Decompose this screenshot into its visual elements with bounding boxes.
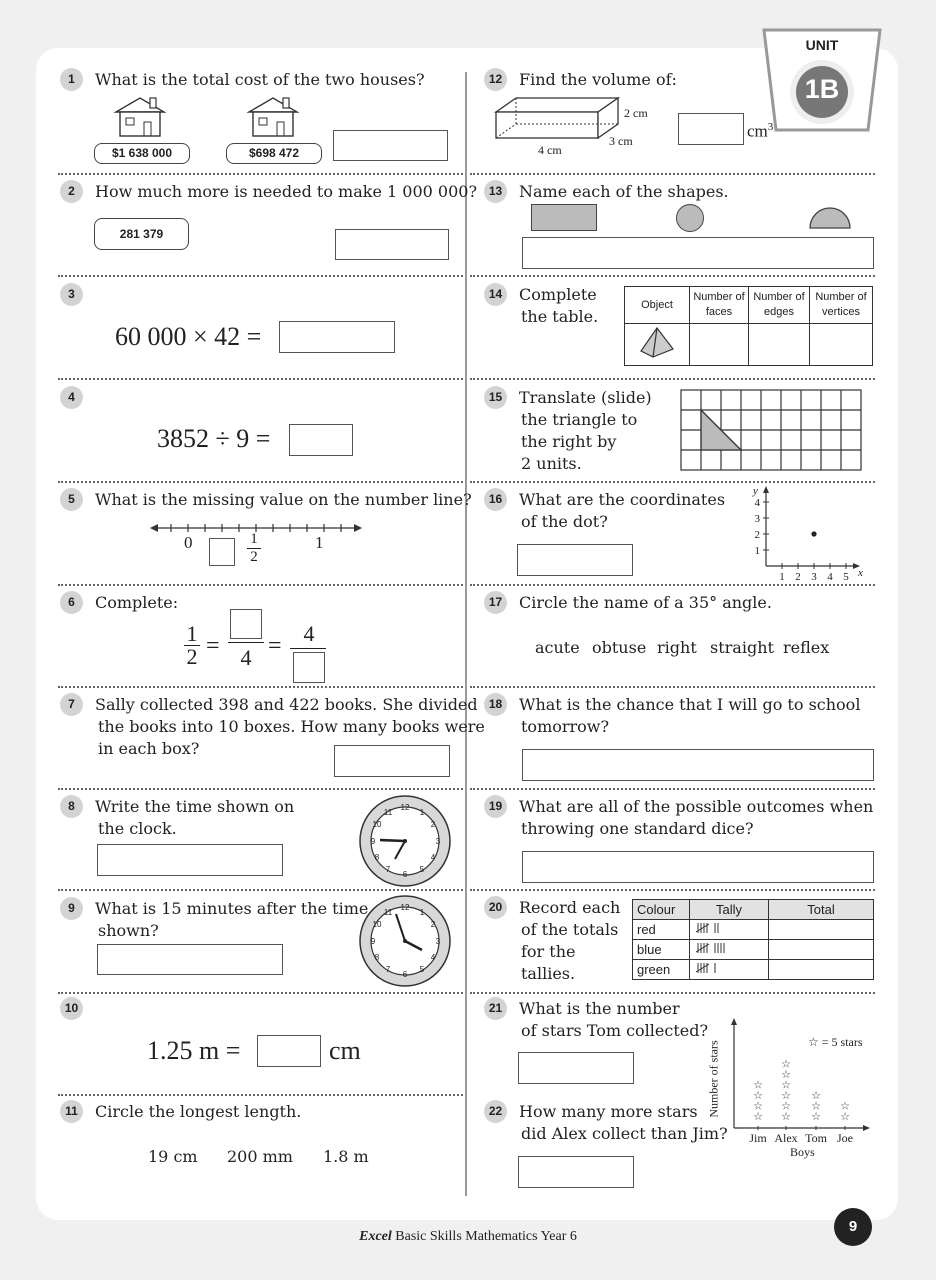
expression: 1.25 m = [147,1036,241,1065]
angle-option[interactable]: acute [535,638,580,657]
translation-grid [680,389,864,471]
fraction-denominator: 2 [247,548,261,566]
question-number: 18 [484,693,507,716]
price-tag: $698 472 [226,143,322,164]
question-number: 7 [60,693,83,716]
answer-cell[interactable] [810,324,873,366]
answer-box[interactable] [230,609,262,639]
fraction-numerator: 4 [303,621,315,646]
question-number: 19 [484,795,507,818]
semicircle-shape [808,206,852,230]
question-number: 8 [60,795,83,818]
question-text: shown? [98,921,159,940]
answer-cell[interactable] [690,324,749,366]
y-tick-label: 4 [754,497,760,509]
answer-cell[interactable] [769,940,874,960]
svg-text:6: 6 [402,970,408,979]
fraction-bar [290,648,326,649]
length-option[interactable]: 19 cm [148,1147,198,1166]
question-number: 21 [484,997,507,1020]
answer-box[interactable] [334,745,450,777]
question-number: 10 [60,997,83,1020]
question-text: for the [521,942,576,961]
tally-cell [690,920,769,940]
unit-text: cm [747,121,768,141]
unit-label: UNIT [805,37,839,53]
expression: 3852 ÷ 9 = [157,424,271,453]
fraction-numerator: 1 [250,531,258,547]
y-tick-label: 3 [754,513,760,525]
circle-shape [676,204,704,232]
separator [470,173,875,175]
chart-key: ☆ = 5 stars [808,1035,863,1049]
question-number: 2 [60,180,83,203]
table-row [633,960,874,980]
tick-label: 0 [184,533,193,552]
question-number: 12 [484,68,507,91]
question-text: Complete: [95,593,179,612]
svg-text:5: 5 [419,965,425,974]
svg-text:7: 7 [385,965,391,974]
fraction [184,623,200,668]
table-header: Object [625,287,690,324]
dimension-label: 3 cm [609,134,633,148]
tally-marks [694,941,754,955]
question-text: tallies. [521,964,576,983]
separator [470,889,875,891]
answer-box[interactable] [333,130,448,161]
question-text: the right by [521,432,617,451]
answer-box[interactable] [522,851,874,883]
question-text: What is 15 minutes after the time [95,899,369,918]
y-tick-label: 1 [754,545,760,557]
question-text: Sally collected 398 and 422 books. She divided [95,695,478,714]
question-text: What is the total cost of the two houses? [95,70,425,89]
equals-sign: = [268,633,282,659]
question-text: Write the time shown on [95,797,295,816]
tally-cell [690,940,769,960]
colour-cell: green [633,960,690,980]
answer-box[interactable] [518,1156,634,1188]
question-number: 15 [484,386,507,409]
tally-table [632,899,874,980]
svg-text:8: 8 [374,853,380,862]
x-tick-label: 1 [779,571,785,582]
x-tick-label: 3 [811,571,817,582]
angle-option[interactable]: right [657,638,697,657]
star-symbol: ☆ [781,1068,791,1081]
answer-box[interactable] [678,113,744,145]
question-text: of the dot? [521,512,608,531]
star-symbol: ☆ [753,1110,763,1123]
category-label: Alex [774,1131,798,1145]
svg-text:8: 8 [374,953,380,962]
column-divider [465,72,467,1196]
separator [58,584,463,586]
separator [58,173,463,175]
tally-marks [694,961,754,975]
angle-option[interactable]: straight [710,638,774,657]
tally-marks [694,921,754,935]
star-symbol: ☆ [811,1110,821,1123]
answer-box[interactable] [209,538,235,566]
angle-option[interactable]: obtuse [592,638,647,657]
fraction-denominator: 2 [184,645,200,668]
table-row [633,920,874,940]
question-text: the triangle to [521,410,638,429]
star-symbol: ☆ [753,1078,763,1092]
question-number: 14 [484,283,507,306]
separator [470,584,875,586]
category-label: Joe [837,1131,853,1145]
answer-box[interactable] [279,321,395,353]
answer-cell[interactable] [769,920,874,940]
table-header: Number of faces [690,287,749,324]
answer-box[interactable] [522,749,874,781]
separator [470,788,875,790]
category-label: Jim [749,1131,767,1145]
y-tick-label: 2 [754,529,760,541]
svg-text:7: 7 [385,865,391,874]
question-text: the clock. [98,819,177,838]
question-number: 11 [60,1100,83,1123]
star-symbol: ☆ [811,1089,821,1102]
dimension-label: 4 cm [538,143,562,157]
unit-code: 1B [804,74,840,104]
star-symbol: ☆ [811,1099,821,1113]
answer-box[interactable] [97,944,283,975]
star-symbol: ☆ [781,1099,791,1113]
colour-cell: blue [633,940,690,960]
separator [58,275,463,277]
question-number: 4 [60,386,83,409]
unit-label: cm [329,1036,361,1065]
table-cell [625,324,690,366]
axis-label-y: Number of stars [706,1040,721,1118]
svg-text:9: 9 [370,937,376,946]
svg-text:4: 4 [430,953,436,962]
question-number: 20 [484,896,507,919]
star-symbol: ☆ [753,1089,763,1102]
star-symbol: ☆ [781,1110,791,1123]
coordinate-grid [748,482,866,582]
fraction-bar [228,642,264,643]
star-symbol: ☆ [781,1089,791,1102]
separator [58,1094,463,1096]
house-icon [112,94,168,138]
rectangle-shape [531,204,597,231]
question-number: 13 [484,180,507,203]
answer-box[interactable] [257,1035,321,1067]
footer-subtitle: Basic Skills Mathematics Year 6 [395,1229,577,1244]
question-text: How many more stars [519,1102,698,1121]
question-number: 6 [60,591,83,614]
table-header: Number of vertices [810,287,873,324]
svg-text:5: 5 [419,865,425,874]
x-tick-label: 4 [827,571,833,582]
fraction-numerator: 1 [186,621,198,646]
question-number: 22 [484,1100,507,1123]
question-text: of stars Tom collected? [521,1021,709,1040]
svg-text:3: 3 [435,937,441,946]
answer-cell[interactable] [749,324,810,366]
rectangular-prism [492,94,622,146]
clock-icon [357,793,453,889]
answer-box[interactable] [517,544,633,576]
svg-text:9: 9 [370,837,376,846]
question-text: How much more is needed to make 1 000 000? [95,182,478,201]
question-number: 5 [60,488,83,511]
table-header: Total [769,900,874,920]
svg-text:12: 12 [400,903,410,912]
answer-box[interactable] [335,229,449,260]
price-tag: $1 638 000 [94,143,190,164]
question-text: What is the chance that I will go to school [519,695,861,714]
length-option[interactable]: 1.8 m [323,1147,369,1166]
separator [470,378,875,380]
clock-icon [357,893,453,989]
question-number: 17 [484,591,507,614]
star-symbol: ☆ [781,1078,791,1092]
question-number: 9 [60,897,83,920]
page-number: 9 [848,1218,858,1235]
fraction [247,531,261,566]
answer-box[interactable] [518,1052,634,1084]
properties-table [624,286,873,366]
question-text: the books into 10 boxes. How many books were [98,717,485,736]
svg-text:6: 6 [402,870,408,879]
length-option[interactable]: 200 mm [227,1147,293,1166]
table-header: Number of edges [749,287,810,324]
answer-cell[interactable] [769,960,874,980]
svg-text:1: 1 [419,908,425,917]
answer-box[interactable] [289,424,353,456]
question-text: What is the number [519,999,680,1018]
star-symbol: ☆ [781,1057,791,1071]
question-text: Record each [519,898,621,917]
question-text: Circle the name of a 35° angle. [519,593,772,612]
fraction-denominator: 4 [240,645,252,670]
table-header: Tally [690,900,769,920]
svg-text:3: 3 [435,837,441,846]
coordinate-dot [811,531,816,536]
question-text: Name each of the shapes. [519,182,729,201]
svg-text:12: 12 [400,803,410,812]
pyramid-icon [637,325,677,359]
answer-box[interactable] [97,844,283,876]
separator [58,788,463,790]
x-axis-label: x [858,567,863,579]
table-row [633,940,874,960]
svg-text:11: 11 [383,808,393,817]
colour-cell: red [633,920,690,940]
category-label: Tom [805,1131,827,1145]
question-number: 1 [60,68,83,91]
question-number: 16 [484,488,507,511]
question-text: Find the volume of: [519,70,677,89]
question-text: What is the missing value on the number line? [95,490,472,509]
expression: 60 000 × 42 = [115,322,262,351]
unit-power: 3 [767,121,774,133]
value-card: 281 379 [94,218,189,250]
question-text: Circle the longest length. [95,1102,302,1121]
star-symbol: ☆ [753,1099,763,1113]
svg-text:10: 10 [372,820,382,829]
footer-title [0,1229,936,1245]
svg-text:10: 10 [372,920,382,929]
separator [58,992,463,994]
tally-cell [690,960,769,980]
separator [58,481,463,483]
x-tick-label: 5 [843,571,849,582]
answer-box[interactable] [293,652,325,683]
question-text: 2 units. [521,454,582,473]
question-text: Complete [519,285,597,304]
table-header: Colour [633,900,690,920]
separator [470,992,875,994]
y-axis-label: y [753,485,758,497]
question-text: did Alex collect than Jim? [521,1124,728,1143]
question-number: 3 [60,283,83,306]
axis-label-x: Boys [790,1145,815,1159]
angle-option[interactable]: reflex [783,638,830,657]
separator [470,686,875,688]
question-text: What are the coordinates [519,490,726,509]
question-text: throwing one standard dice? [521,819,754,838]
separator [58,889,463,891]
svg-text:1: 1 [419,808,425,817]
star-symbol: ☆ [840,1110,850,1123]
footer-brand: Excel [359,1229,392,1244]
question-text: the table. [521,307,599,326]
x-tick-label: 2 [795,571,801,582]
svg-text:4: 4 [430,853,436,862]
question-text: Translate (slide) [519,388,652,407]
question-text: of the totals [521,920,619,939]
separator [470,275,875,277]
tick-label: 1 [315,533,324,552]
svg-text:11: 11 [383,908,393,917]
star-symbol: ☆ [840,1099,850,1113]
svg-text:2: 2 [430,920,436,929]
svg-text:2: 2 [430,820,436,829]
house-icon [245,94,301,138]
question-text: in each box? [98,739,200,758]
question-text: tomorrow? [521,717,610,736]
dimension-label: 2 cm [624,106,648,120]
separator [58,686,463,688]
question-text: What are all of the possible outcomes when [519,797,874,816]
equals-sign: = [206,633,220,659]
unit-label [747,121,773,142]
answer-box[interactable] [522,237,874,269]
separator [58,378,463,380]
